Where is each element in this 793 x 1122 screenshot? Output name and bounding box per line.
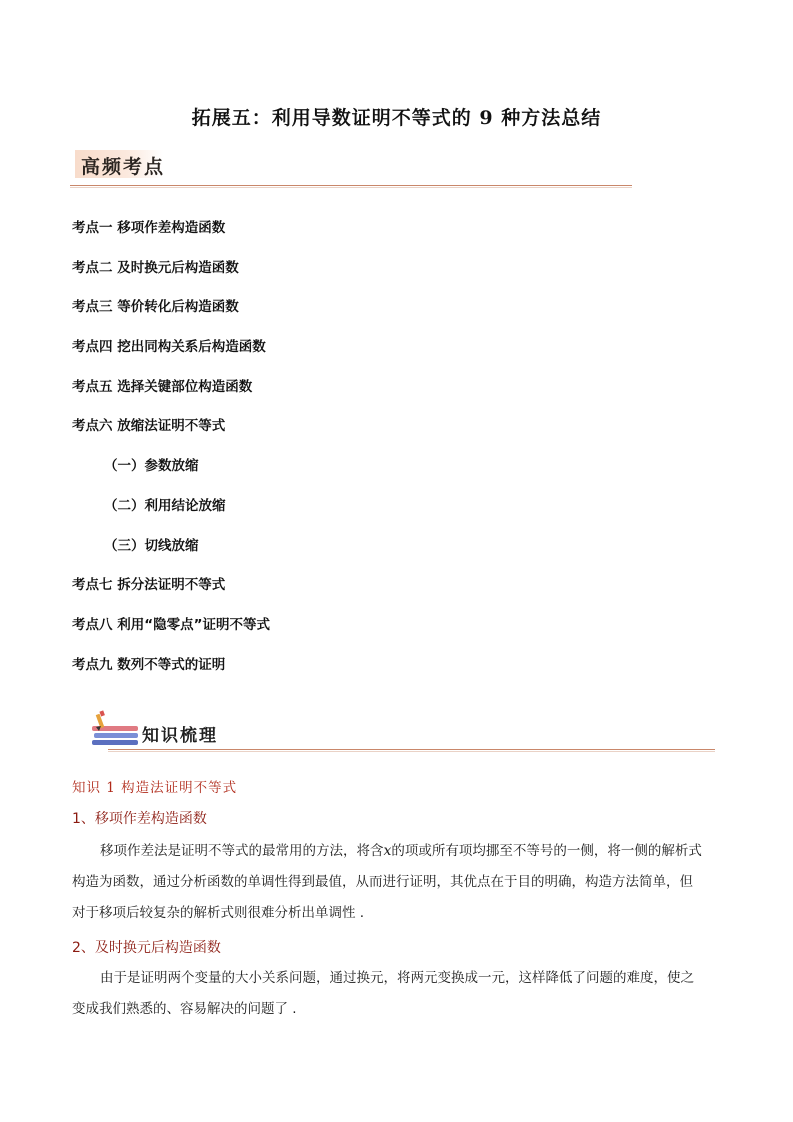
paragraph-line: 由于是证明两个变量的大小关系问题，通过换元，将两元变换成一元，这样降低了问题的难度，使之 [100,970,694,986]
paragraph-line: 变成我们熟悉的、容易解决的问题了 . [72,1001,297,1017]
banner-label: 知识梳理 [142,726,218,746]
variable-x: x [383,843,392,859]
toc-item[interactable]: 考点一 移项作差构造函数 [72,220,226,236]
toc-subitem[interactable]: （三）切线放缩 [104,538,199,554]
banner-rule-shadow [70,187,632,188]
paragraph-line: 移项作差法是证明不等式的最常用的方法，将含x的项或所有项均挪至不等号的一侧，将一侧的解析式 [100,843,702,859]
section-heading: 2、及时换元后构造函数 [72,940,221,956]
toc-item[interactable]: 考点九 数列不等式的证明 [72,657,226,673]
banner-rule [70,185,632,186]
toc-item[interactable]: 考点二 及时换元后构造函数 [72,260,239,276]
toc-item[interactable]: 考点七 拆分法证明不等式 [72,577,226,593]
toc-item[interactable]: 考点三 等价转化后构造函数 [72,299,239,315]
banner-rule-shadow [108,751,715,752]
section-paragraph [72,963,724,1025]
paragraph-line: 构造为函数，通过分析函数的单调性得到最值，从而进行证明，其优点在于目的明确，构造方法简单，但 [72,874,693,890]
banner-knowledge [90,706,715,754]
books-pencil-icon [90,708,142,752]
banner-high-frequency [70,148,632,188]
toc-subitem[interactable]: （一）参数放缩 [104,458,199,474]
knowledge-heading: 知识 1 构造法证明不等式 [72,780,238,796]
banner-label: 高频考点 [81,156,166,178]
paragraph-line: 对于移项后较复杂的解析式则很难分析出单调性 . [72,905,365,921]
section-paragraph [72,836,724,929]
section-heading: 1、移项作差构造函数 [72,811,207,827]
banner-rule [108,749,715,750]
toc-item[interactable]: 考点六 放缩法证明不等式 [72,418,226,434]
toc-item[interactable]: 考点五 选择关键部位构造函数 [72,379,253,395]
page-title: 拓展五：利用导数证明不等式的 9 种方法总结 [191,107,602,129]
toc-subitem[interactable]: （二）利用结论放缩 [104,498,226,514]
toc-item[interactable]: 考点四 挖出同构关系后构造函数 [72,339,266,355]
toc-item[interactable]: 考点八 利用“隐零点”证明不等式 [72,617,270,633]
